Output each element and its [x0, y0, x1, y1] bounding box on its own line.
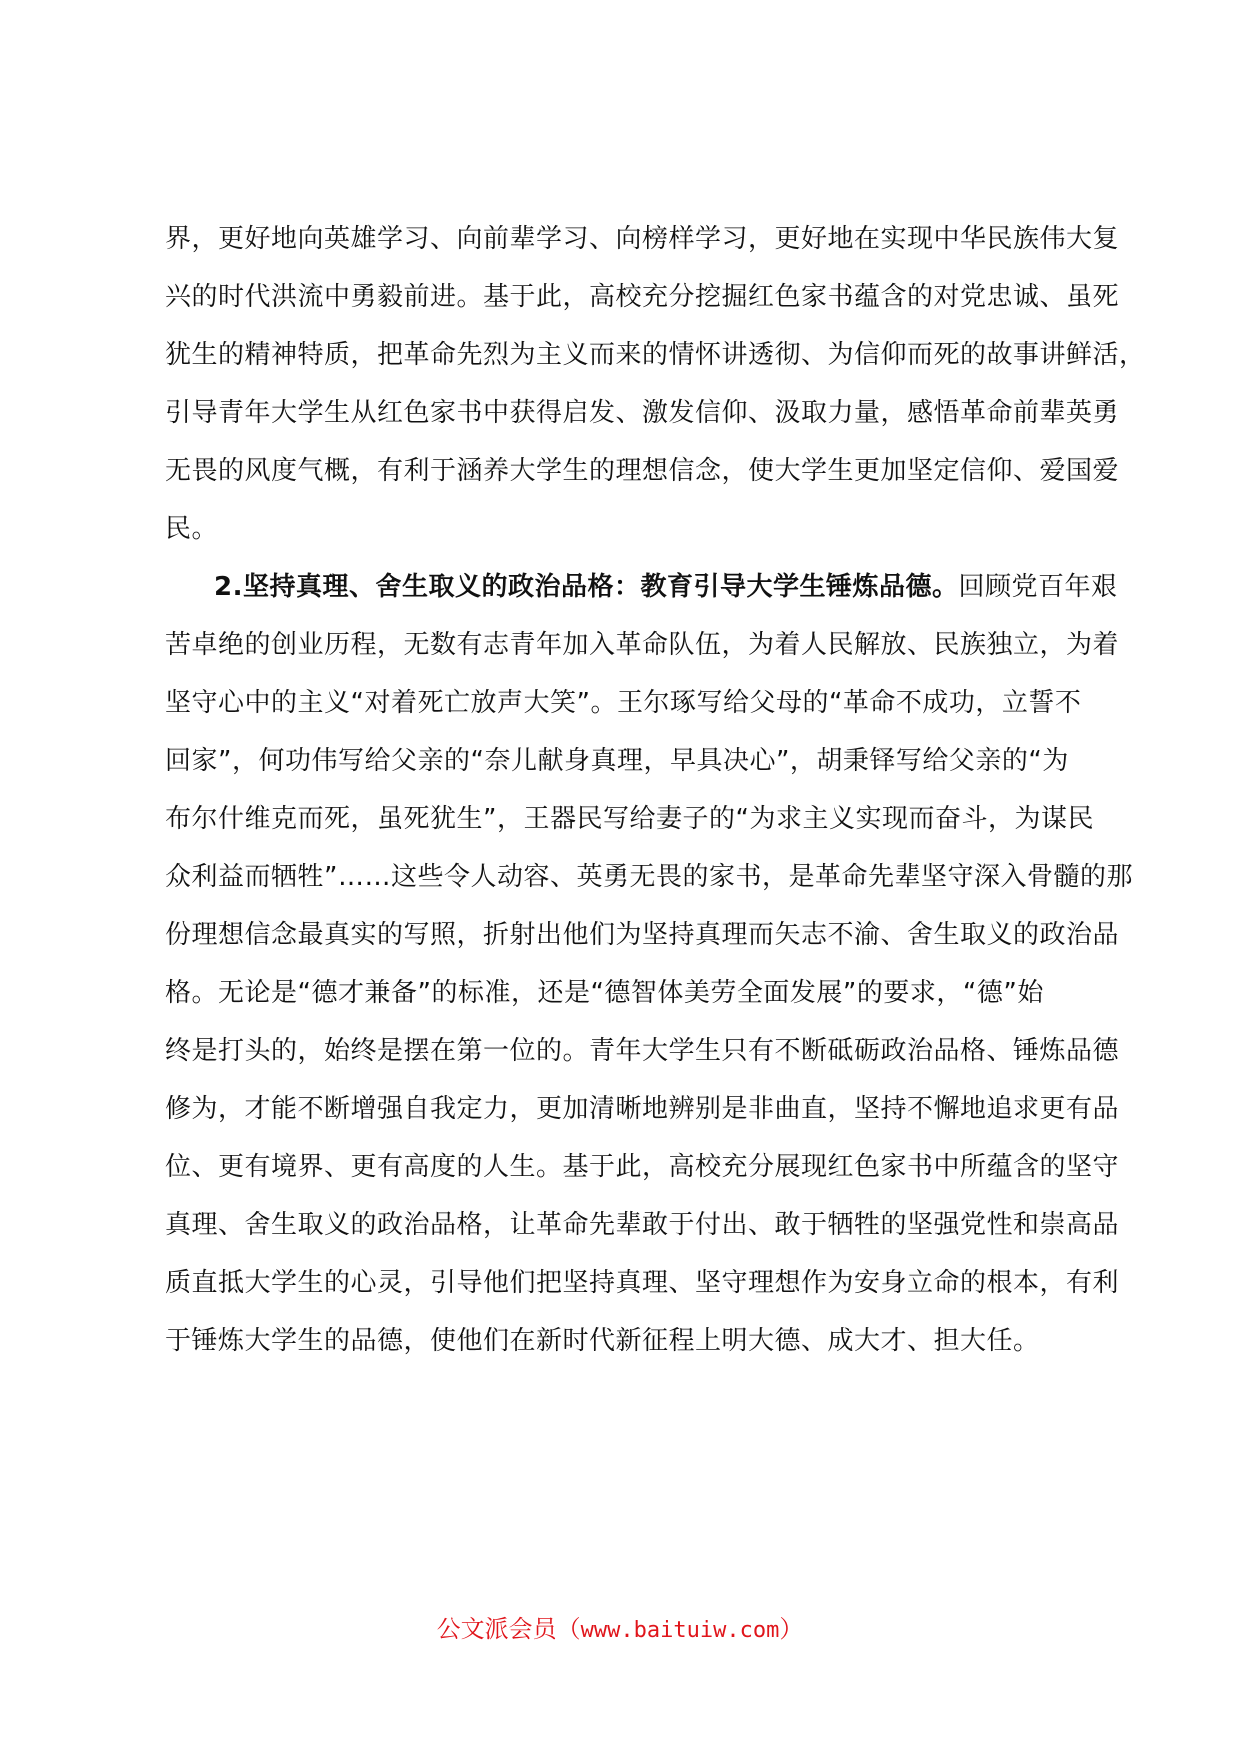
paragraph-line: 质直抵大学生的心灵，引导他们把坚持真理、坚守理想作为安身立命的根本，有利	[165, 1268, 1120, 1298]
footer-note	[0, 1614, 1240, 1646]
paragraph-line: 份理想信念最真实的写照，折射出他们为坚持真理而矢志不渝、舍生取义的政治品	[165, 920, 1120, 950]
footer-url-link[interactable]: www.baituiw.com	[580, 1618, 780, 1643]
paragraph-line: 位、更有境界、更有高度的人生。基于此，高校充分展现红色家书中所蕴含的坚守	[165, 1152, 1120, 1182]
paragraph-line: 犹生的精神特质，把革命先烈为主义而来的情怀讲透彻、为信仰而死的故事讲鲜活，	[165, 340, 1146, 370]
paragraph-line: 终是打头的，始终是摆在第一位的。青年大学生只有不断砥砺政治品格、锤炼品德	[165, 1036, 1120, 1066]
paragraph-line: 真理、舍生取义的政治品格，让革命先辈敢于付出、敢于牺牲的坚强党性和崇高品	[165, 1210, 1120, 1240]
footer-site-name: 公文派会员	[436, 1615, 557, 1643]
paragraph-line: 界，更好地向英雄学习、向前辈学习、向榜样学习，更好地在实现中华民族伟大复	[165, 224, 1120, 254]
section-heading-line	[214, 570, 1117, 604]
paragraph-line: 无畏的风度气概，有利于涵养大学生的理想信念，使大学生更加坚定信仰、爱国爱	[165, 456, 1120, 486]
footer-open-paren: （	[556, 1615, 581, 1643]
section-heading: 2.坚持真理、舍生取义的政治品格：教育引导大学生锤炼品德。	[214, 572, 959, 602]
paragraph-line: 兴的时代洪流中勇毅前进。基于此，高校充分挖掘红色家书蕴含的对党忠诚、虽死	[165, 282, 1120, 312]
paragraph-line: 苦卓绝的创业历程，无数有志青年加入革命队伍，为着人民解放、民族独立，为着	[165, 630, 1120, 660]
section-heading-continuation: 回顾党百年艰	[958, 572, 1118, 602]
paragraph-line: 民。	[165, 514, 219, 544]
paragraph-line: 布尔什维克而死，虽死犹生”，王器民写给妻子的“为求主义实现而奋斗，为谋民	[165, 804, 1094, 834]
paragraph-line: 坚守心中的主义“对着死亡放声大笑”。王尔琢写给父母的“革命不成功，立誓不	[165, 688, 1082, 718]
footer-close-paren: ）	[779, 1615, 804, 1643]
paragraph-line: 回家”，何功伟写给父亲的“奈儿献身真理，早具决心”，胡秉铎写给父亲的“为	[165, 746, 1069, 776]
paragraph-line: 众利益而牺牲”……这些令人动容、英勇无畏的家书，是革命先辈坚守深入骨髓的那	[165, 862, 1133, 892]
paragraph-line: 引导青年大学生从红色家书中获得启发、激发信仰、汲取力量，感悟革命前辈英勇	[165, 398, 1120, 428]
paragraph-line: 格。无论是“德才兼备”的标准，还是“德智体美劳全面发展”的要求，“德”始	[165, 978, 1044, 1008]
paragraph-line: 于锤炼大学生的品德，使他们在新时代新征程上明大德、成大才、担大任。	[165, 1326, 1040, 1356]
paragraph-line: 修为，才能不断增强自我定力，更加清晰地辨别是非曲直，坚持不懈地追求更有品	[165, 1094, 1120, 1124]
